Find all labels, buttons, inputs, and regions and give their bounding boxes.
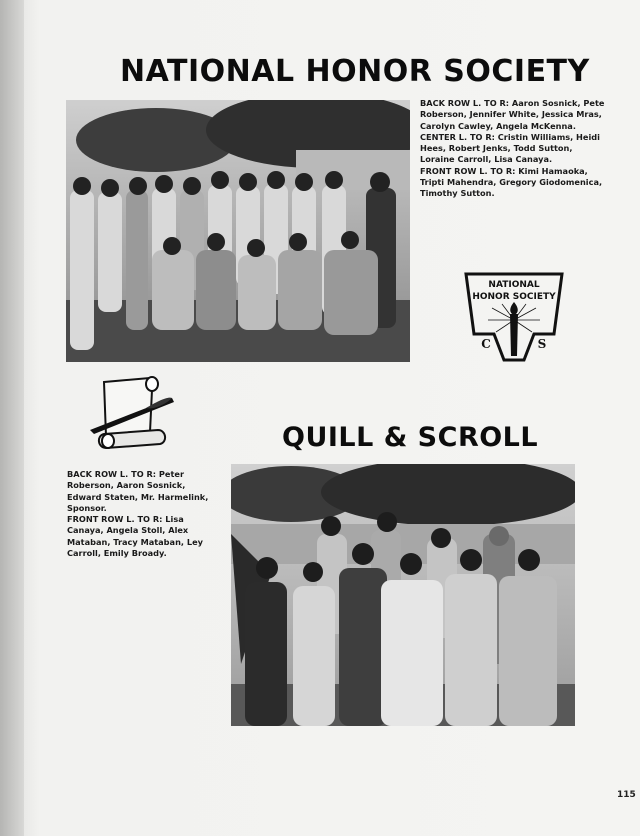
nhs-logo-line1: NATIONAL [488, 280, 540, 290]
qs-caption-back-row: BACK ROW L. TO R: Peter Roberson, Aaron Sosnick, Edward Staten, Mr. Harmelink, Sponsor. [67, 469, 209, 513]
page-gutter [0, 0, 24, 836]
nhs-title: NATIONAL HONOR SOCIETY [120, 54, 590, 89]
nhs-caption-back-row: BACK ROW L. TO R: Aaron Sosnick, Pete Roberson, Jennifer White, Jessica Mras, Carolyn Cawley, Angela McKenna. [420, 98, 605, 131]
qs-caption-front-row: FRONT ROW L. TO R: Lisa Canaya, Angela Stoll, Alex Mataban, Tracy Mataban, Ley Carroll, Emily Broady. [67, 514, 203, 559]
quill-scroll-icon [88, 372, 174, 460]
nhs-logo-line2: HONOR SOCIETY [472, 292, 556, 302]
nhs-caption-center-row: CENTER L. TO R: Cristin Williams, Heidi Hees, Robert Jenks, Todd Sutton, Loraine Carroll, Lisa Canaya. [420, 131, 600, 165]
page-number: 115 [617, 790, 636, 800]
quill-scroll-caption [67, 469, 222, 559]
quill-scroll-title: QUILL & SCROLL [282, 422, 539, 453]
nhs-group-photo [66, 100, 410, 362]
quill-scroll-group-photo [231, 464, 575, 726]
torch-keystone-icon [462, 270, 566, 364]
nhs-logo-letter-right: S [537, 337, 547, 351]
nhs-logo-letter-left: C [481, 337, 491, 351]
nhs-caption-front-row: FRONT ROW L. TO R: Kimi Hamaoka, Tripti Mahendra, Gregory Giodomenica, Timothy Sutton. [420, 165, 603, 199]
nhs-caption [420, 98, 605, 200]
